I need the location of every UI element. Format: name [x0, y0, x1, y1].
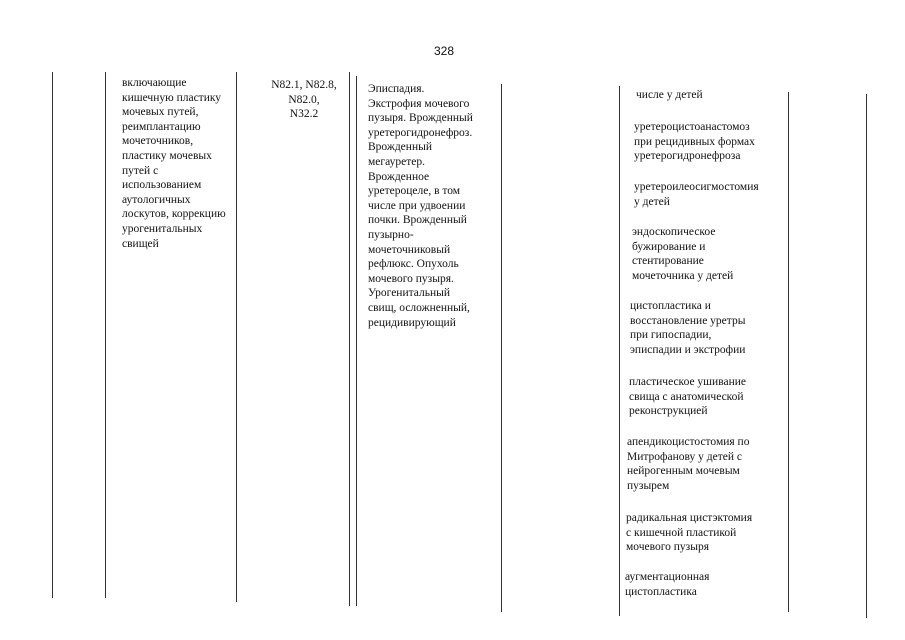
procedure-item: уретероцистоанастомоз при рецидивных формах уретерогидронефроза — [634, 121, 755, 163]
column-rule — [866, 94, 867, 618]
page-number: 328 — [433, 44, 455, 58]
procedure-item: радикальная цистэктомия с кишечной пластикой мочевого пузыря — [626, 512, 753, 554]
procedure-item: эндоскопическое бужирование и стентирование мочеточника у детей — [632, 226, 734, 282]
column-rule — [619, 86, 620, 616]
procedure-item: числе у детей — [636, 89, 703, 101]
column-rule — [501, 84, 502, 612]
column-rule — [52, 72, 53, 598]
procedure-item: аугментационная цистопластика — [625, 571, 710, 598]
column-rule — [788, 92, 789, 612]
diagnosis-cell: Эписпадия. Экстрофия мочевого пузыря. Врожденный уретерогидронефроз. Врожденный мегауретер. Врожденное уретероцеле, в том числе при удвоении почки. Врожденный пузырно- мочеточниковый рефлюкс. Опухоль мочевого пузыря. Урогенитальный свищ, осложненный, рецидивирующий — [368, 83, 473, 329]
column-rule — [105, 72, 106, 598]
column-rule — [356, 76, 357, 606]
icd-codes-cell: N82.1, N82.8, N82.0, N32.2 — [271, 79, 337, 121]
procedure-item: апендикоцистостомия по Митрофанову у детей с нейрогенным мочевым пузырем — [627, 436, 750, 492]
procedure-item: уретероилеосигмостомия у детей — [634, 181, 759, 208]
procedure-item: цистопластика и восстановление уретры при гипоспадии, эписпадии и экстрофии — [630, 300, 746, 356]
column-rule — [349, 72, 350, 606]
treatment-method-cell: включающие кишечную пластику мочевых путей, реимплантацию мочеточников, пластику мочевых путей с использованием аутологичных лоскутов, коррекцию урогенитальных свищей — [122, 77, 226, 250]
procedure-item: пластическое ушивание свища с анатомической реконструкцией — [629, 376, 746, 418]
